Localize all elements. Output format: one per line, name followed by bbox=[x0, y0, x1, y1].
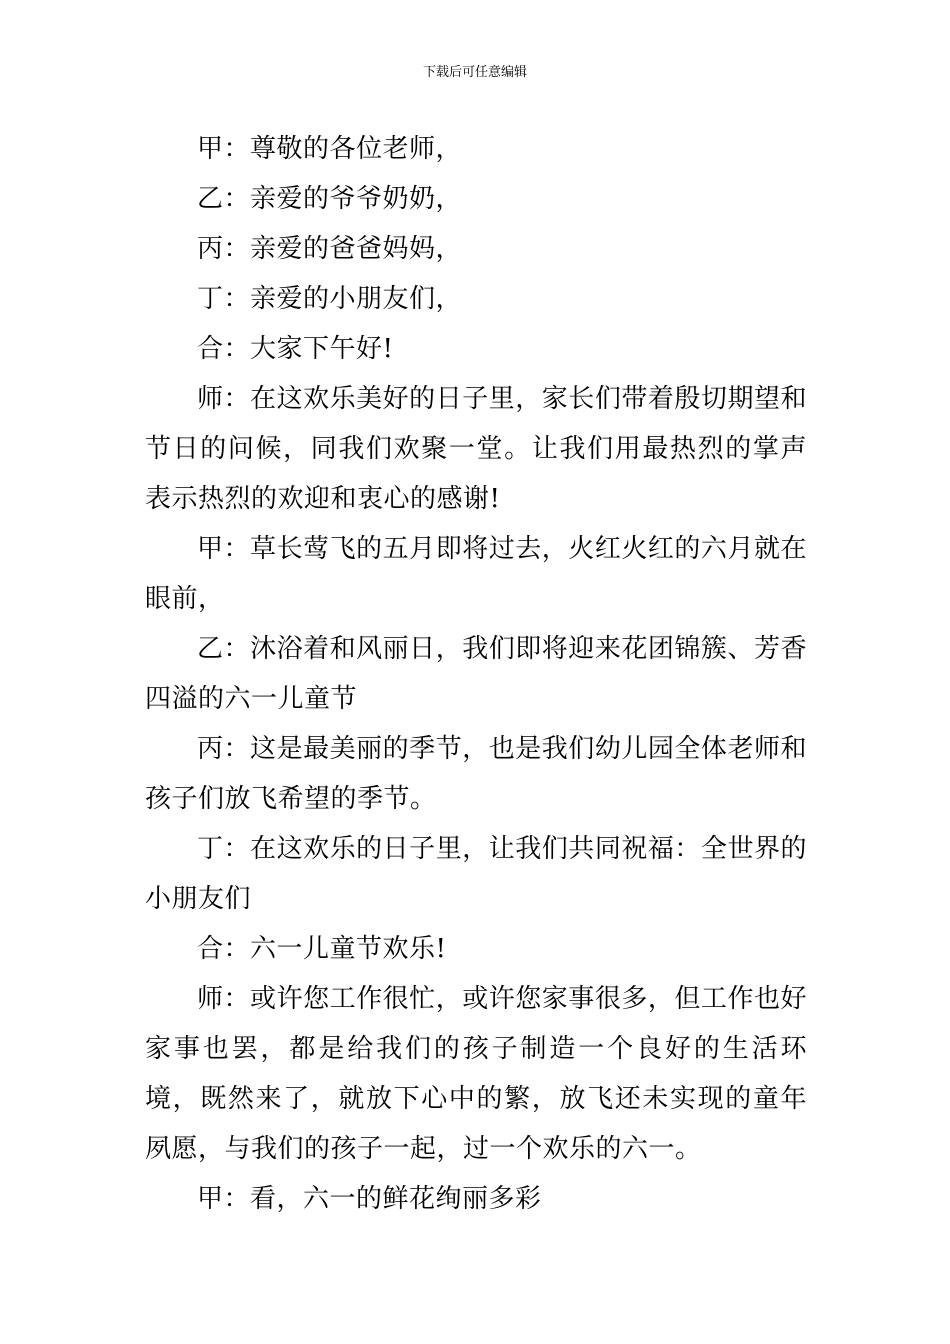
paragraph: 丙：这是最美丽的季节，也是我们幼儿园全体老师和孩子们放飞希望的季节。 bbox=[145, 734, 807, 814]
paragraph: 甲：看，六一的鲜花绚丽多彩 bbox=[197, 1184, 542, 1214]
paragraph: 丁：亲爱的小朋友们， bbox=[197, 284, 463, 314]
paragraph: 合：六一儿童节欢乐! bbox=[197, 934, 447, 964]
paragraph: 合：大家下午好! bbox=[197, 334, 394, 364]
paragraph: 丁：在这欢乐的日子里，让我们共同祝福：全世界的小朋友们 bbox=[145, 834, 807, 914]
paragraph: 丙：亲爱的爸爸妈妈， bbox=[197, 234, 463, 264]
document-body bbox=[145, 124, 807, 1224]
paragraph: 乙：亲爱的爷爷奶奶， bbox=[197, 184, 463, 214]
paragraph: 甲：草长莺飞的五月即将过去，火红火红的六月就在眼前， bbox=[145, 534, 807, 614]
paragraph: 师：在这欢乐美好的日子里，家长们带着殷切期望和节日的问候，同我们欢聚一堂。让我们用最热烈的掌声表示热烈的欢迎和衷心的感谢! bbox=[145, 384, 807, 514]
paragraph: 甲：尊敬的各位老师， bbox=[197, 134, 463, 164]
header-note: 下载后可任意编辑 bbox=[422, 65, 527, 80]
paragraph: 乙：沐浴着和风丽日，我们即将迎来花团锦簇、芳香四溢的六一儿童节 bbox=[145, 634, 807, 714]
paragraph: 师：或许您工作很忙，或许您家事很多，但工作也好家事也罢，都是给我们的孩子制造一个良好的生活环境，既然来了，就放下心中的繁，放飞还未实现的童年夙愿，与我们的孩子一起，过一个欢乐的六一。 bbox=[145, 984, 807, 1164]
